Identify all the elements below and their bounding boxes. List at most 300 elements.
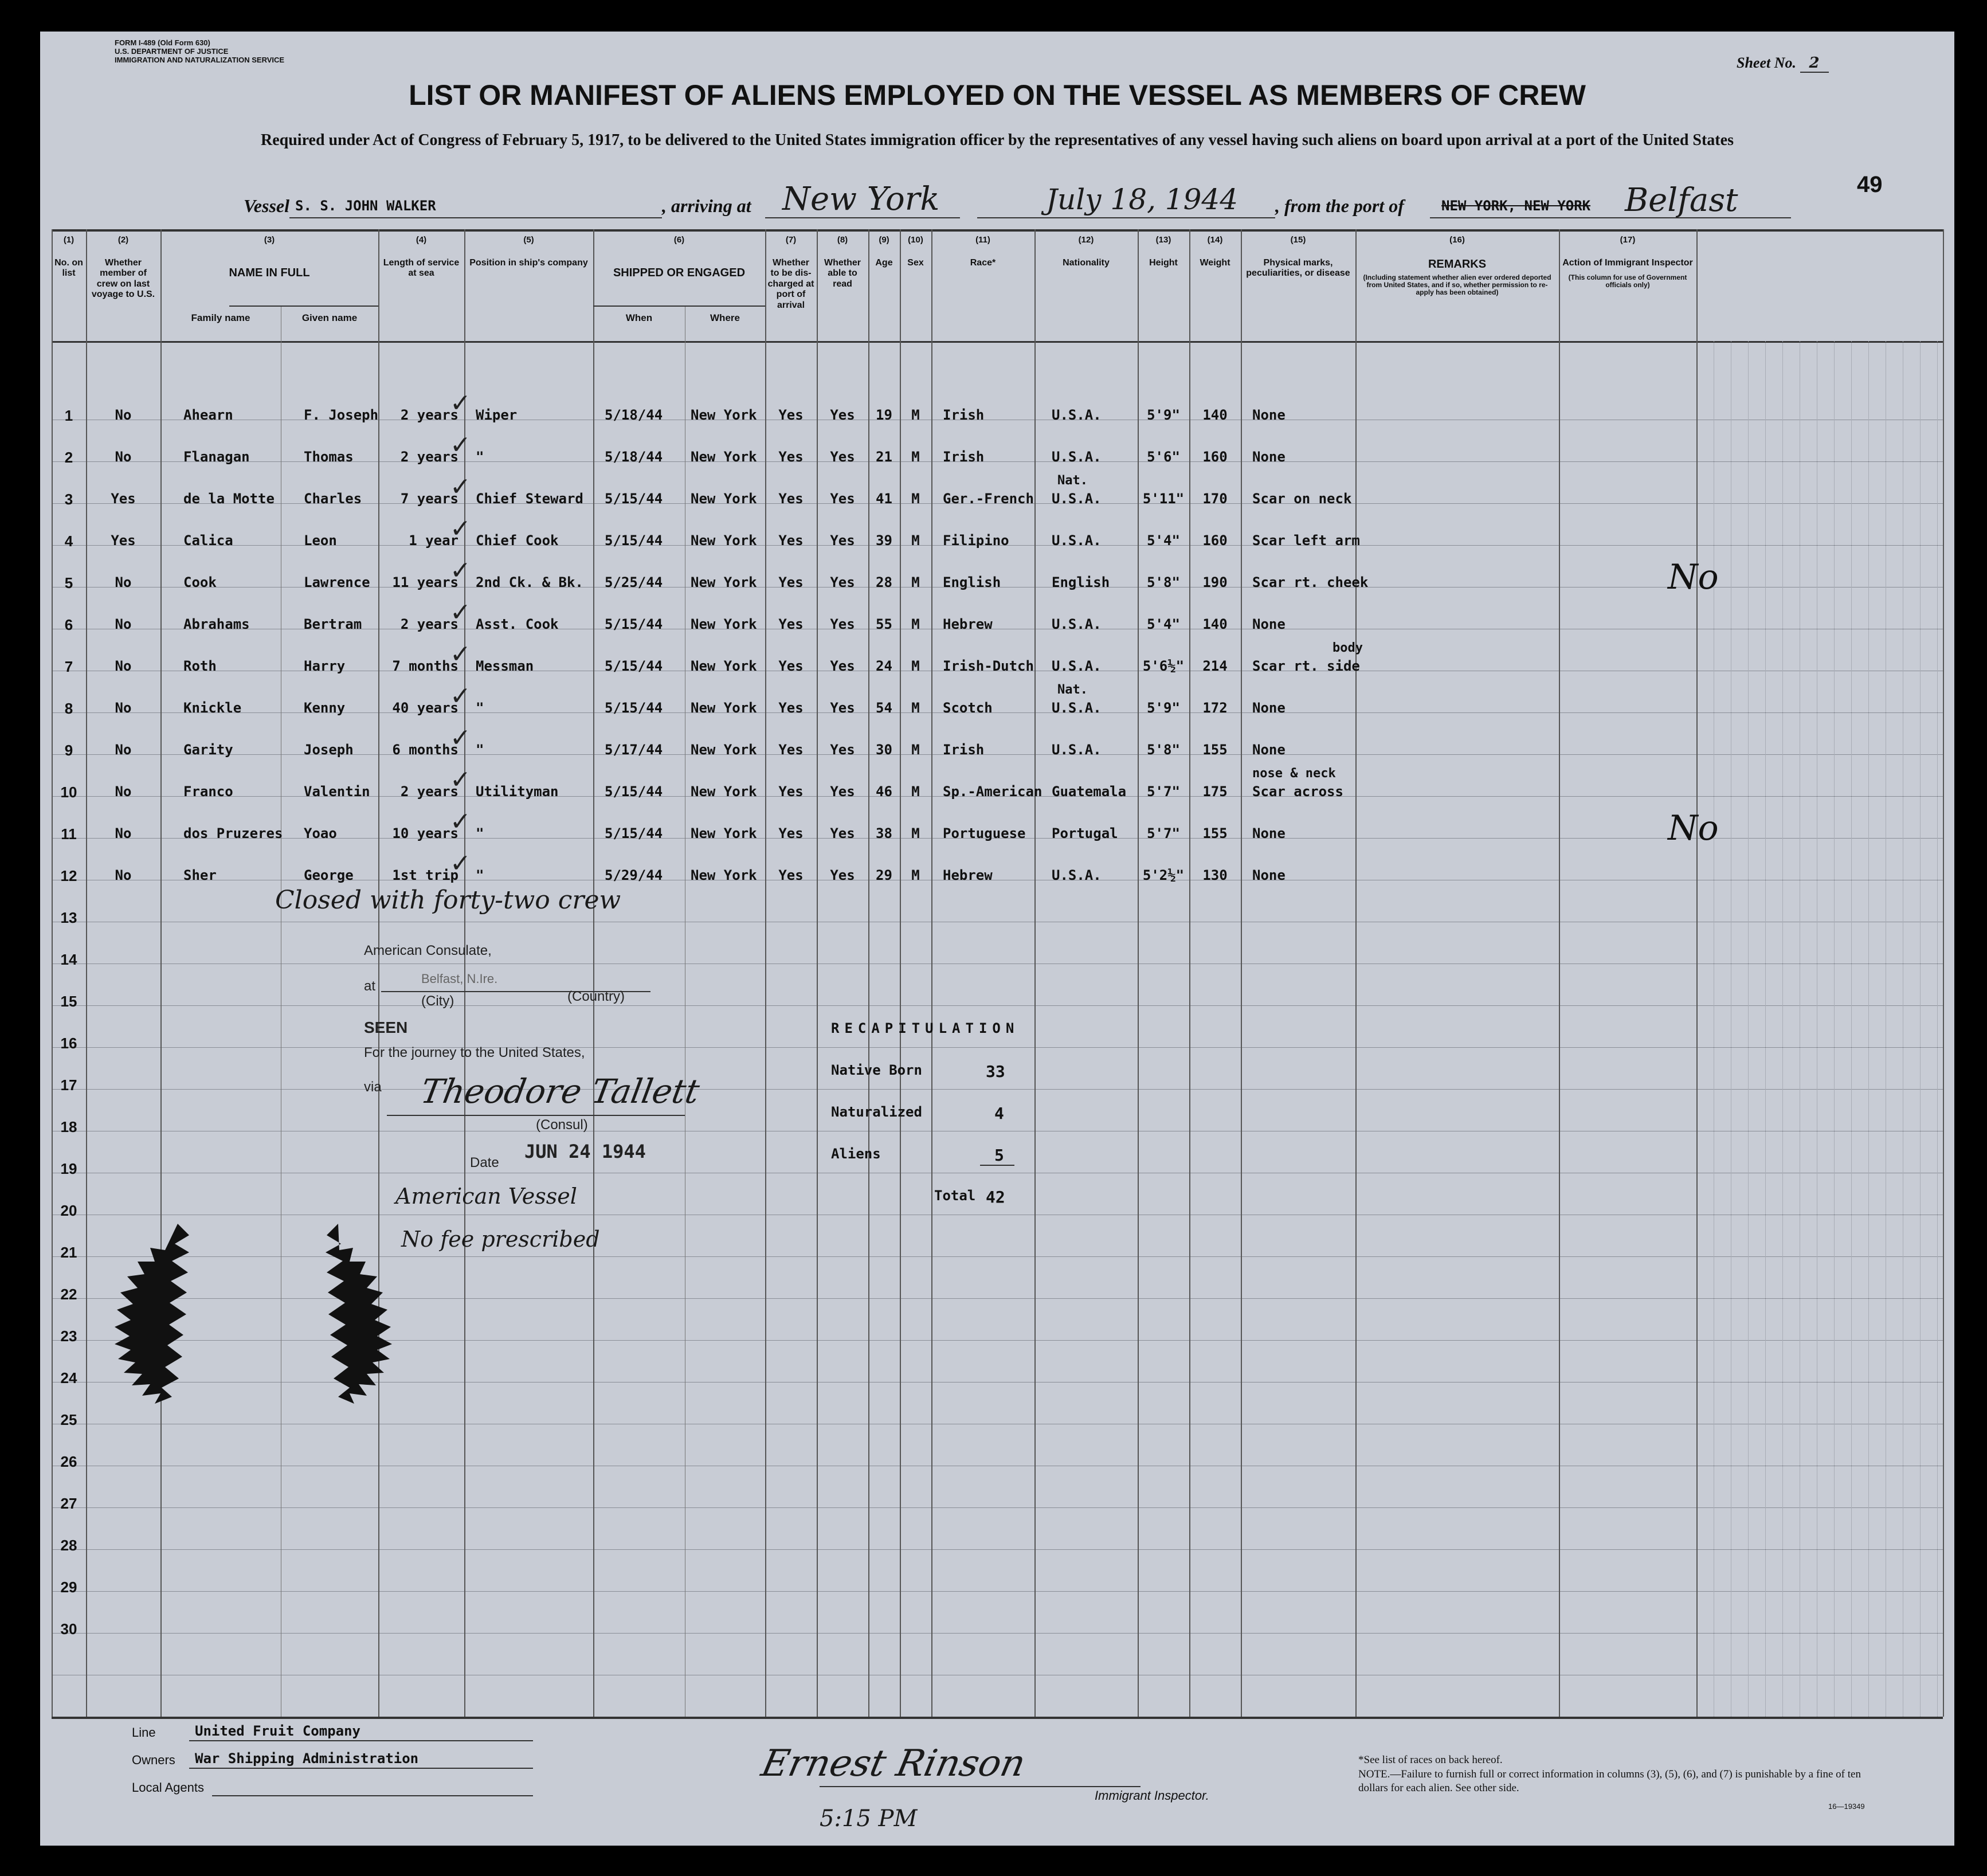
- via-label: via: [364, 1079, 382, 1095]
- height-cell: 5'6½": [1142, 658, 1185, 674]
- row-number: 11: [61, 825, 77, 843]
- discharged-cell: Yes: [778, 449, 804, 465]
- nationality-cell: U.S.A.: [1052, 700, 1102, 716]
- shipped-where-cell: New York: [691, 449, 757, 465]
- able-to-read-cell: Yes: [830, 616, 855, 632]
- row-number: 5: [64, 574, 73, 592]
- column-number: (16): [1449, 235, 1465, 245]
- discharged-cell: Yes: [778, 491, 804, 507]
- given-name-cell: Joseph: [304, 742, 354, 758]
- service-cell: 1 year: [409, 532, 458, 549]
- discharged-cell: Yes: [778, 867, 804, 883]
- consulate-city: Belfast, N.Ire.: [421, 972, 498, 986]
- family-name-cell: Garity: [183, 742, 233, 758]
- nationality-cell: U.S.A.: [1052, 532, 1102, 549]
- age-cell: 24: [876, 658, 892, 674]
- row-number: 10: [60, 784, 77, 801]
- row-divider: [52, 1633, 1943, 1634]
- given-name-cell: Valentin: [304, 784, 370, 800]
- row-number: 9: [64, 742, 73, 759]
- recap-value: 4: [994, 1104, 1004, 1123]
- vessel-name: S. S. JOHN WALKER: [295, 198, 436, 214]
- given-name-cell: Charles: [304, 491, 362, 507]
- able-to-read-cell: Yes: [830, 742, 855, 758]
- row-number: 2: [64, 449, 73, 466]
- height-cell: 5'8": [1147, 742, 1180, 758]
- height-cell: 5'4": [1147, 532, 1180, 549]
- family-name-cell: Abrahams: [183, 616, 250, 632]
- shipped-where-cell: New York: [691, 616, 757, 632]
- consulate-stamp: [364, 943, 822, 1184]
- age-cell: 39: [876, 532, 892, 549]
- sheet-label: Sheet No.: [1737, 54, 1796, 71]
- check-mark-icon: ✓: [450, 472, 471, 502]
- row-number: 6: [64, 616, 73, 633]
- shipped-when-cell: 5/15/44: [605, 532, 663, 549]
- physical-marks-cell: None: [1252, 867, 1286, 883]
- position-cell: Chief Cook: [476, 532, 559, 549]
- age-cell: 55: [876, 616, 892, 632]
- shipped-when-cell: 5/25/44: [605, 574, 663, 590]
- family-name-cell: Roth: [183, 658, 217, 674]
- weight-cell: 155: [1202, 825, 1228, 841]
- column-number: (12): [1078, 235, 1094, 245]
- table-row: [40, 472, 1954, 532]
- column-header: Weight: [1200, 258, 1230, 268]
- nationality-cell: U.S.A.: [1052, 449, 1102, 465]
- height-cell: 5'6": [1147, 449, 1180, 465]
- row-number: 3: [64, 491, 73, 508]
- height-cell: 5'8": [1147, 574, 1180, 590]
- weight-cell: 140: [1202, 407, 1228, 423]
- owners-label: Owners: [132, 1753, 175, 1767]
- page-subtitle: Required under Act of Congress of February 5, 1917, to be delivered to the United States immigration officer by the representatives of any vessel having such aliens on board upon arrival at a port of the United States: [261, 131, 1734, 149]
- physical-marks-cell: Scar on neck: [1252, 491, 1352, 507]
- column-note: (Including statement whether alien ever ordered deported from United States, and if so, whether permission to re-apply has been obtained): [1363, 273, 1551, 297]
- given-name-cell: George: [304, 867, 354, 883]
- weight-cell: 172: [1202, 700, 1228, 716]
- race-cell: Hebrew: [943, 616, 993, 632]
- row-number: 17: [60, 1076, 77, 1094]
- able-to-read-cell: Yes: [830, 491, 855, 507]
- service-cell: 10 years: [392, 825, 458, 841]
- page-number: 49: [1857, 172, 1883, 197]
- column-number: (1): [63, 235, 75, 245]
- age-cell: 38: [876, 825, 892, 841]
- row-number: 14: [60, 951, 77, 968]
- recap-label: Native Born: [831, 1062, 922, 1078]
- recap-title: RECAPITULATION: [831, 1020, 1020, 1036]
- recap-value: 33: [986, 1062, 1005, 1081]
- row-number: 23: [60, 1327, 77, 1345]
- check-mark-icon: ✓: [450, 640, 471, 669]
- row-number: 4: [64, 532, 73, 550]
- given-name-cell: Thomas: [304, 449, 354, 465]
- sex-cell: M: [911, 784, 920, 800]
- table-row: [40, 556, 1954, 616]
- shipped-when-cell: 5/15/44: [605, 700, 663, 716]
- position-cell: Wiper: [476, 407, 518, 423]
- column-number: (13): [1155, 235, 1171, 245]
- discharged-cell: Yes: [778, 532, 804, 549]
- column-number: (15): [1290, 235, 1306, 245]
- column-number: (6): [673, 235, 685, 245]
- nationality-cell: U.S.A.: [1052, 742, 1102, 758]
- line-label: Line: [132, 1725, 156, 1740]
- column-number: (3): [264, 235, 275, 245]
- last-voyage-cell: No: [115, 616, 132, 632]
- weight-cell: 155: [1202, 742, 1228, 758]
- physical-marks-cell: None: [1252, 449, 1286, 465]
- date-underline: [977, 217, 1275, 218]
- discharged-cell: Yes: [778, 825, 804, 841]
- stamp-date-label: Date: [470, 1155, 499, 1170]
- closing-note: Closed with forty-two crew: [275, 886, 621, 915]
- sex-cell: M: [911, 867, 920, 883]
- last-voyage-cell: No: [115, 449, 132, 465]
- sex-cell: M: [911, 742, 920, 758]
- race-cell: Irish-Dutch: [943, 658, 1034, 674]
- shipped-when-cell: 5/29/44: [605, 867, 663, 883]
- service-cell: 11 years: [392, 574, 458, 590]
- position-cell: ": [476, 700, 484, 716]
- row-number: 29: [60, 1579, 77, 1596]
- table-header-bottom: [52, 341, 1943, 343]
- position-cell: Chief Steward: [476, 491, 583, 507]
- column-number: (5): [523, 235, 534, 245]
- weight-cell: 214: [1202, 658, 1228, 674]
- row-number: 19: [60, 1160, 77, 1177]
- check-mark-icon: ✓: [450, 849, 471, 878]
- column-number: (8): [837, 235, 848, 245]
- physical-marks-cell: None: [1252, 700, 1286, 716]
- weight-cell: 170: [1202, 491, 1228, 507]
- nationality-cell: U.S.A.: [1052, 658, 1102, 674]
- physical-marks-cell: Scar across: [1252, 784, 1343, 800]
- age-cell: 28: [876, 574, 892, 590]
- table-bottom-border: [52, 1717, 1943, 1719]
- shipped-where-cell: New York: [691, 700, 757, 716]
- shipped-when-cell: 5/17/44: [605, 742, 663, 758]
- recap-label: Aliens: [831, 1146, 881, 1162]
- service-cell: 7 years: [400, 491, 458, 507]
- weight-cell: 160: [1202, 532, 1228, 549]
- shipped-where-cell: New York: [691, 574, 757, 590]
- column-subheader: Family name: [191, 312, 250, 323]
- form-id-line: IMMIGRATION AND NATURALIZATION SERVICE: [115, 56, 285, 64]
- height-cell: 5'9": [1147, 407, 1180, 423]
- position-cell: ": [476, 449, 484, 465]
- height-cell: 5'7": [1147, 825, 1180, 841]
- discharged-cell: Yes: [778, 700, 804, 716]
- row-number: 15: [60, 993, 77, 1010]
- sex-cell: M: [911, 700, 920, 716]
- handwritten-note: American Vessel: [395, 1184, 577, 1209]
- column-number: (4): [416, 235, 427, 245]
- shipped-when-cell: 5/18/44: [605, 407, 663, 423]
- last-voyage-cell: Yes: [111, 491, 136, 507]
- race-cell: Ger.-French: [943, 491, 1034, 507]
- position-cell: ": [476, 825, 484, 841]
- given-name-cell: Yoao: [304, 825, 337, 841]
- service-cell: 6 months: [392, 742, 458, 758]
- race-cell: Scotch: [943, 700, 993, 716]
- inspector-action-note: No: [1668, 808, 1719, 848]
- row-number: 30: [60, 1620, 77, 1638]
- manifest-sheet: [40, 32, 1954, 1846]
- from-underline: [1430, 217, 1791, 218]
- age-cell: 54: [876, 700, 892, 716]
- vessel-underline: [289, 217, 662, 218]
- row-number: 27: [60, 1495, 77, 1512]
- weight-cell: 140: [1202, 616, 1228, 632]
- physical-marks-cell: Scar rt. cheek: [1252, 574, 1369, 590]
- shipped-when-cell: 5/15/44: [605, 616, 663, 632]
- weight-cell: 160: [1202, 449, 1228, 465]
- races-note: *See list of races on back hereof.: [1358, 1754, 1503, 1766]
- form-id: [115, 38, 284, 64]
- sex-cell: M: [911, 616, 920, 632]
- sheet-no-value: 2: [1800, 54, 1829, 73]
- line-underline: [189, 1740, 533, 1741]
- column-number: (7): [785, 235, 797, 245]
- inspector-action-note: No: [1668, 557, 1719, 597]
- height-cell: 5'11": [1142, 491, 1185, 507]
- age-cell: 29: [876, 867, 892, 883]
- column-header: Action of Immigrant Inspector: [1562, 258, 1693, 268]
- nationality-cell: U.S.A.: [1052, 407, 1102, 423]
- table-top-border: [52, 229, 1943, 232]
- column-header: No. on list: [54, 258, 83, 279]
- column-header: Race*: [970, 258, 996, 268]
- seen-label: SEEN: [364, 1019, 408, 1036]
- sex-cell: M: [911, 574, 920, 590]
- column-header: SHIPPED OR ENGAGED: [613, 267, 746, 279]
- from-port: Belfast: [1625, 182, 1738, 219]
- last-voyage-cell: No: [115, 867, 132, 883]
- column-header: Nationality: [1063, 258, 1110, 268]
- able-to-read-cell: Yes: [830, 574, 855, 590]
- city-label: (City): [421, 993, 454, 1009]
- recap-value: 5: [994, 1146, 1004, 1165]
- weight-cell: 175: [1202, 784, 1228, 800]
- row-divider: [52, 1005, 1943, 1006]
- height-cell: 5'9": [1147, 700, 1180, 716]
- shipped-where-cell: New York: [691, 825, 757, 841]
- recap-underline: [980, 1165, 1014, 1166]
- row-number: 20: [60, 1202, 77, 1219]
- service-cell: 2 years: [400, 616, 458, 632]
- consul-label: (Consul): [536, 1117, 588, 1133]
- family-name-cell: dos Pruzeres: [183, 825, 283, 841]
- last-voyage-cell: No: [115, 825, 132, 841]
- row-number: 26: [60, 1453, 77, 1470]
- discharged-cell: Yes: [778, 407, 804, 423]
- sheet-number: [1737, 54, 1829, 73]
- row-number: 16: [60, 1035, 77, 1052]
- row-number: 24: [60, 1369, 77, 1387]
- shipped-when-cell: 5/15/44: [605, 784, 663, 800]
- agents-underline: [212, 1795, 533, 1796]
- column-note: (This column for use of Government officials only): [1568, 273, 1687, 289]
- time-note: 5:15 PM: [820, 1805, 918, 1832]
- age-cell: 41: [876, 491, 892, 507]
- age-cell: 21: [876, 449, 892, 465]
- discharged-cell: Yes: [778, 742, 804, 758]
- column-number: (10): [908, 235, 923, 245]
- position-cell: Utilityman: [476, 784, 559, 800]
- consul-line: [387, 1115, 685, 1116]
- service-cell: 1st trip: [392, 867, 458, 883]
- service-cell: 40 years: [392, 700, 458, 716]
- nationality-cell: Portugal: [1052, 825, 1118, 841]
- recap-total-value: 42: [986, 1188, 1005, 1207]
- able-to-read-cell: Yes: [830, 867, 855, 883]
- shipped-where-cell: New York: [691, 658, 757, 674]
- physical-marks-note: nose & neck: [1252, 766, 1336, 781]
- recap-total-label: Total: [934, 1188, 976, 1204]
- physical-marks-cell: None: [1252, 742, 1286, 758]
- row-divider: [52, 1549, 1943, 1550]
- column-number: (11): [975, 235, 990, 245]
- race-cell: Irish: [943, 449, 985, 465]
- check-mark-icon: ✓: [450, 598, 471, 627]
- discharged-cell: Yes: [778, 574, 804, 590]
- check-mark-icon: ✓: [450, 389, 471, 418]
- column-header: Height: [1149, 258, 1178, 268]
- nationality-cell: English: [1052, 574, 1110, 590]
- country-label: (Country): [567, 989, 625, 1004]
- header-subrule: [229, 306, 378, 307]
- table-row: [40, 682, 1954, 742]
- seal-left-half: [115, 1224, 189, 1404]
- shipped-when-cell: 5/15/44: [605, 491, 663, 507]
- journey-label: For the journey to the United States,: [364, 1045, 585, 1060]
- check-mark-icon: ✓: [450, 430, 471, 460]
- race-cell: Irish: [943, 742, 985, 758]
- sex-cell: M: [911, 825, 920, 841]
- discharged-cell: Yes: [778, 658, 804, 674]
- footer: [132, 1725, 1937, 1840]
- table-row: [40, 640, 1954, 700]
- sex-cell: M: [911, 449, 920, 465]
- discharged-cell: Yes: [778, 616, 804, 632]
- column-header: Whether member of crew on last voyage to U.S.: [91, 258, 155, 300]
- form-id-line: FORM I-489 (Old Form 630): [115, 38, 210, 47]
- able-to-read-cell: Yes: [830, 700, 855, 716]
- seal-right-half: [326, 1224, 392, 1404]
- race-cell: Portuguese: [943, 825, 1026, 841]
- row-number: 12: [60, 867, 77, 884]
- position-cell: Asst. Cook: [476, 616, 559, 632]
- vessel-line: [244, 181, 1791, 225]
- line-value: United Fruit Company: [195, 1723, 360, 1739]
- given-name-cell: F. Joseph: [304, 407, 379, 423]
- last-voyage-cell: Yes: [111, 532, 136, 549]
- naturalized-note: Nat.: [1057, 473, 1088, 488]
- column-number: (17): [1620, 235, 1636, 245]
- position-cell: ": [476, 742, 484, 758]
- last-voyage-cell: No: [115, 407, 132, 423]
- column-subheader: Given name: [301, 312, 358, 323]
- row-number: 25: [60, 1411, 77, 1428]
- recap-label: Naturalized: [831, 1104, 922, 1120]
- nationality-cell: Guatemala: [1052, 784, 1127, 800]
- check-mark-icon: ✓: [450, 723, 471, 753]
- physical-marks-cell: None: [1252, 616, 1286, 632]
- fine-note: NOTE.—Failure to furnish full or correct information in columns (3), (5), (6), and (7) is punishable by a fine of ten dollars for each alien. See other side.: [1358, 1768, 1861, 1794]
- family-name-cell: Sher: [183, 867, 217, 883]
- race-cell: Sp.-American: [943, 784, 1043, 800]
- shipped-where-cell: New York: [691, 532, 757, 549]
- row-divider: [52, 1591, 1943, 1592]
- family-name-cell: Ahearn: [183, 407, 233, 423]
- given-name-cell: Kenny: [304, 700, 346, 716]
- owners-value: War Shipping Administration: [195, 1750, 419, 1767]
- physical-marks-cell: Scar rt. side: [1252, 658, 1360, 674]
- given-name-cell: Harry: [304, 658, 346, 674]
- column-subheader: When: [625, 312, 653, 323]
- family-name-cell: de la Motte: [183, 491, 275, 507]
- able-to-read-cell: Yes: [830, 784, 855, 800]
- column-header: Position in ship's company: [469, 258, 588, 268]
- service-cell: 2 years: [400, 784, 458, 800]
- sex-cell: M: [911, 532, 920, 549]
- position-cell: Messman: [476, 658, 534, 674]
- check-mark-icon: ✓: [450, 514, 471, 543]
- position-cell: 2nd Ck. & Bk.: [476, 574, 583, 590]
- table-row: [40, 598, 1954, 658]
- shipped-where-cell: New York: [691, 867, 757, 883]
- check-mark-icon: ✓: [450, 682, 471, 711]
- inspector-line: [820, 1786, 1141, 1787]
- table-row: [40, 430, 1954, 491]
- row-number: 1: [64, 407, 73, 424]
- column-subheader: Where: [710, 312, 740, 323]
- physical-marks-cell: Scar left arm: [1252, 532, 1360, 549]
- column-number: (14): [1207, 235, 1223, 245]
- able-to-read-cell: Yes: [830, 449, 855, 465]
- able-to-read-cell: Yes: [830, 407, 855, 423]
- table-row: [40, 514, 1954, 574]
- column-header: Age: [875, 258, 893, 268]
- sex-cell: M: [911, 491, 920, 507]
- age-cell: 19: [876, 407, 892, 423]
- able-to-read-cell: Yes: [830, 658, 855, 674]
- sex-cell: M: [911, 407, 920, 423]
- stamp-date: JUN 24 1944: [524, 1141, 646, 1162]
- service-cell: 2 years: [400, 407, 458, 423]
- shipped-when-cell: 5/15/44: [605, 658, 663, 674]
- age-cell: 46: [876, 784, 892, 800]
- consulate-title: American Consulate,: [364, 943, 492, 958]
- column-header: Length of service at sea: [383, 258, 460, 279]
- discharged-cell: Yes: [778, 784, 804, 800]
- row-number: 13: [60, 909, 77, 926]
- arriving-label: , arriving at: [662, 195, 751, 216]
- vessel-label: Vessel: [244, 195, 289, 216]
- shipped-where-cell: New York: [691, 742, 757, 758]
- position-cell: ": [476, 867, 484, 883]
- agents-label: Local Agents: [132, 1780, 204, 1795]
- sex-cell: M: [911, 658, 920, 674]
- physical-marks-cell: None: [1252, 407, 1286, 423]
- arrival-date: July 18, 1944: [1046, 183, 1239, 216]
- table-row: [40, 389, 1954, 449]
- family-name-cell: Calica: [183, 532, 233, 549]
- physical-marks-note: body: [1332, 641, 1363, 655]
- inspector-signature: Ernest Rinson: [758, 1742, 1029, 1785]
